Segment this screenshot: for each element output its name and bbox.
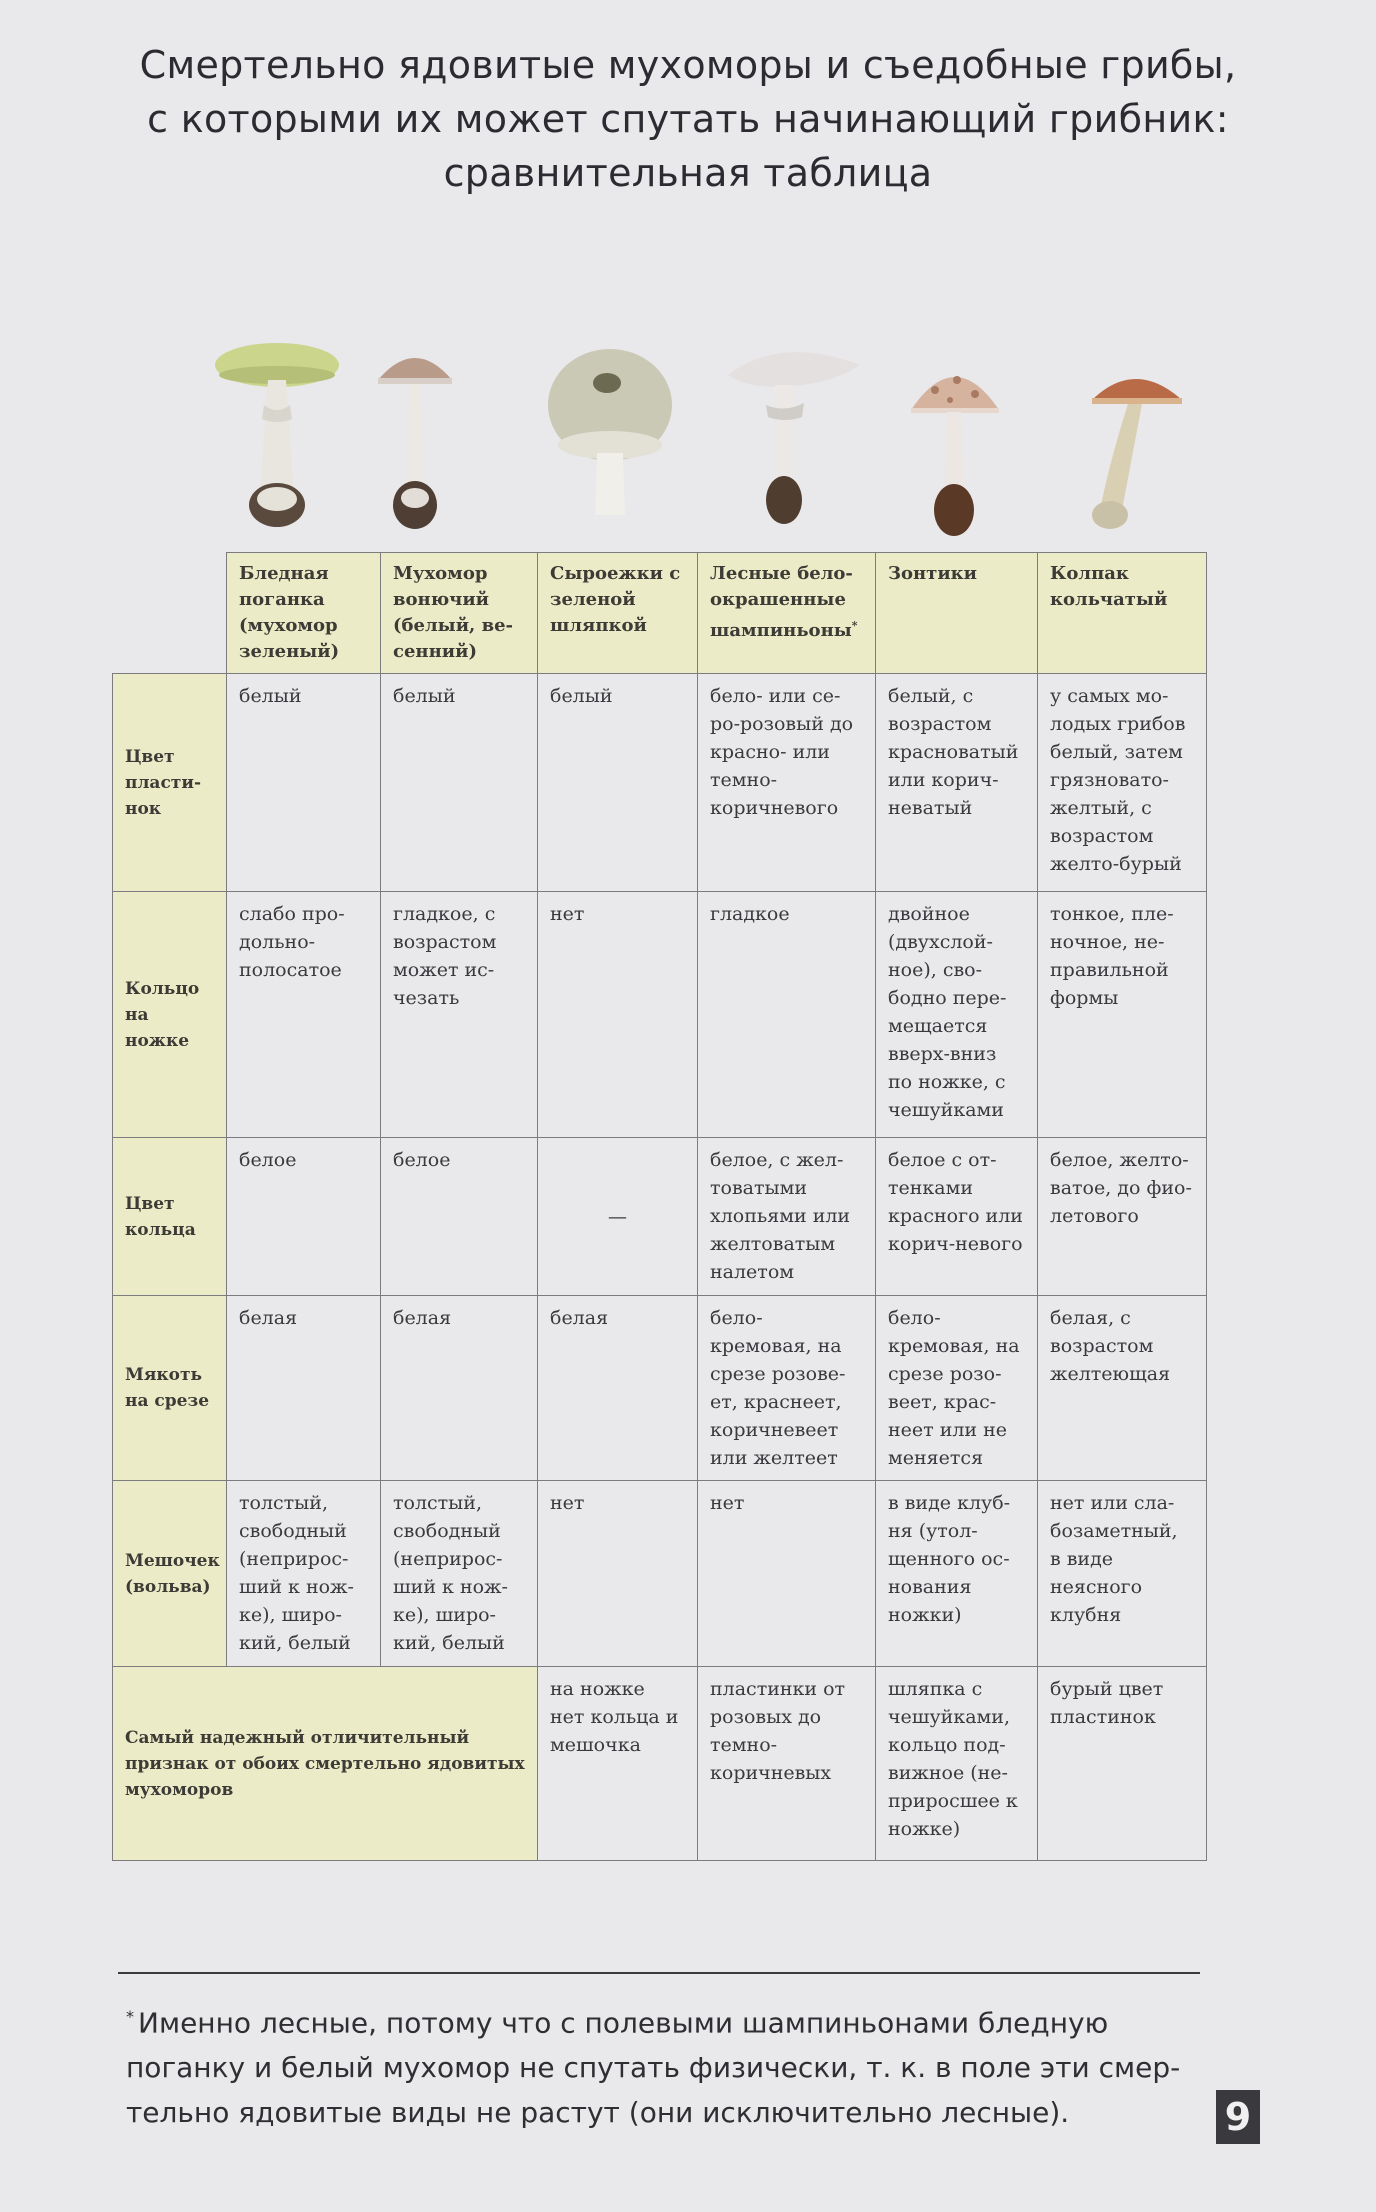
table-cell: белое с от-тенками красного или корич-невого (876, 1138, 1038, 1296)
table-cell: — (538, 1138, 698, 1296)
table-cell: белый, с возрастом красноватый или корич-неватый (876, 674, 1038, 892)
table-cell: нет (538, 1481, 698, 1667)
page-title (100, 38, 1276, 200)
table-cell: бело-кремовая, на срезе розо-веет, крас-неет или не меняется (876, 1296, 1038, 1481)
table-cell: толстый, свободный (неприрос-ший к нож-ке), широ-кий, белый (227, 1481, 381, 1667)
row-header: Кольцо на ножке (113, 892, 227, 1138)
destroying-angel-mushroom-icon (370, 340, 460, 535)
table-cell: нет (538, 892, 698, 1138)
table-cell: у самых мо-лодых грибов белый, затем грязновато-желтый, с возрастом желто-бурый (1038, 674, 1207, 892)
champignon-mushroom-icon (720, 335, 870, 535)
table-cell: двойное (двухслой-ное), сво-бодно пере-мещается вверх-вниз по ножке, с чешуйками (876, 892, 1038, 1138)
comparison-table (112, 552, 1207, 1861)
table-cell: белая (538, 1296, 698, 1481)
footnote (126, 1994, 1206, 2135)
table-cell: белый (538, 674, 698, 892)
table-row (113, 1481, 1207, 1667)
table-row-key-difference (113, 1667, 1207, 1861)
row-header: Мякоть на срезе (113, 1296, 227, 1481)
row-header: Цвет пласти-нок (113, 674, 227, 892)
title-line-1: Смертельно ядовитые мухоморы и съедобные грибы, (139, 43, 1237, 87)
table-row (113, 1296, 1207, 1481)
table-cell: белая, с возрастом желтеющая (1038, 1296, 1207, 1481)
row-header: Цвет кольца (113, 1138, 227, 1296)
footnote-mark: * (126, 2007, 134, 2026)
table-cell: слабо про-дольно-полосатое (227, 892, 381, 1138)
table-cell: пластинки от розовых до темно-коричневых (698, 1667, 876, 1861)
table-cell: белое, желто-ватое, до фио-летового (1038, 1138, 1207, 1296)
table-cell: толстый, свободный (неприрос-ший к нож-ке), широ-кий, белый (381, 1481, 538, 1667)
table-cell: бело-кремовая, на срезе розове-ет, краснеет, коричневеет или желтеет (698, 1296, 876, 1481)
table-cell: в виде клуб-ня (утол-щенного ос-нования ножки) (876, 1481, 1038, 1667)
table-cell: белая (227, 1296, 381, 1481)
table-cell: белое, с жел-товатыми хлопьями или желтоватым налетом (698, 1138, 876, 1296)
column-header: Сыроежки с зеленой шляпкой (538, 553, 698, 674)
row-header: Самый надежный отличительный признак от обоих смертельно ядовитых мухоморов (113, 1667, 538, 1861)
column-header (698, 553, 876, 674)
footnote-mark: * (851, 619, 858, 632)
table-cell: гладкое (698, 892, 876, 1138)
table-row (113, 892, 1207, 1138)
table-cell: белая (381, 1296, 538, 1481)
table-cell: белый (227, 674, 381, 892)
table-row (113, 1138, 1207, 1296)
column-header: Зонтики (876, 553, 1038, 674)
death-cap-mushroom-icon (212, 335, 342, 535)
table-header-row (113, 553, 1207, 674)
column-header-label: Лесные бело-окрашенные шампиньоны (710, 563, 853, 641)
footnote-text: Именно лесные, потому что с полевыми шампиньонами бледную поганку и белый мухомор не спутать физически, т. к. в поле эти смер-тельно ядовитые виды не растут (они исключительно лесные). (126, 2006, 1181, 2130)
table-cell: белое (381, 1138, 538, 1296)
footnote-divider (118, 1972, 1200, 1974)
table-cell: бурый цвет пластинок (1038, 1667, 1207, 1861)
parasol-mushroom-icon (905, 350, 1005, 540)
table-corner (113, 553, 227, 674)
table-cell: нет (698, 1481, 876, 1667)
table-cell: тонкое, пле-ночное, не-правильной формы (1038, 892, 1207, 1138)
row-header: Мешочек (вольва) (113, 1481, 227, 1667)
table-cell: бело- или се-ро-розовый до красно- или темно-коричневого (698, 674, 876, 892)
russula-mushroom-icon (545, 345, 675, 525)
table-cell: белое (227, 1138, 381, 1296)
table-cell: нет или сла-бозаметный, в виде неясного клубня (1038, 1481, 1207, 1667)
table-cell: белый (381, 674, 538, 892)
page-number: 9 (1216, 2090, 1260, 2144)
mushroom-illustrations (200, 335, 1220, 550)
table-cell: на ножке нет кольца и мешочка (538, 1667, 698, 1861)
gypsy-mushroom-icon (1070, 360, 1190, 540)
table-row (113, 674, 1207, 892)
title-line-3: сравнительная таблица (443, 151, 933, 195)
column-header: Колпак кольчатый (1038, 553, 1207, 674)
table-cell: гладкое, с возрастом может ис-чезать (381, 892, 538, 1138)
title-line-2: с которыми их может спутать начинающий грибник: (147, 97, 1229, 141)
column-header: Бледная поганка (мухомор зеленый) (227, 553, 381, 674)
column-header: Мухомор вонючий (белый, ве-сенний) (381, 553, 538, 674)
table-cell: шляпка с чешуйками, кольцо под-вижное (не-приросшее к ножке) (876, 1667, 1038, 1861)
